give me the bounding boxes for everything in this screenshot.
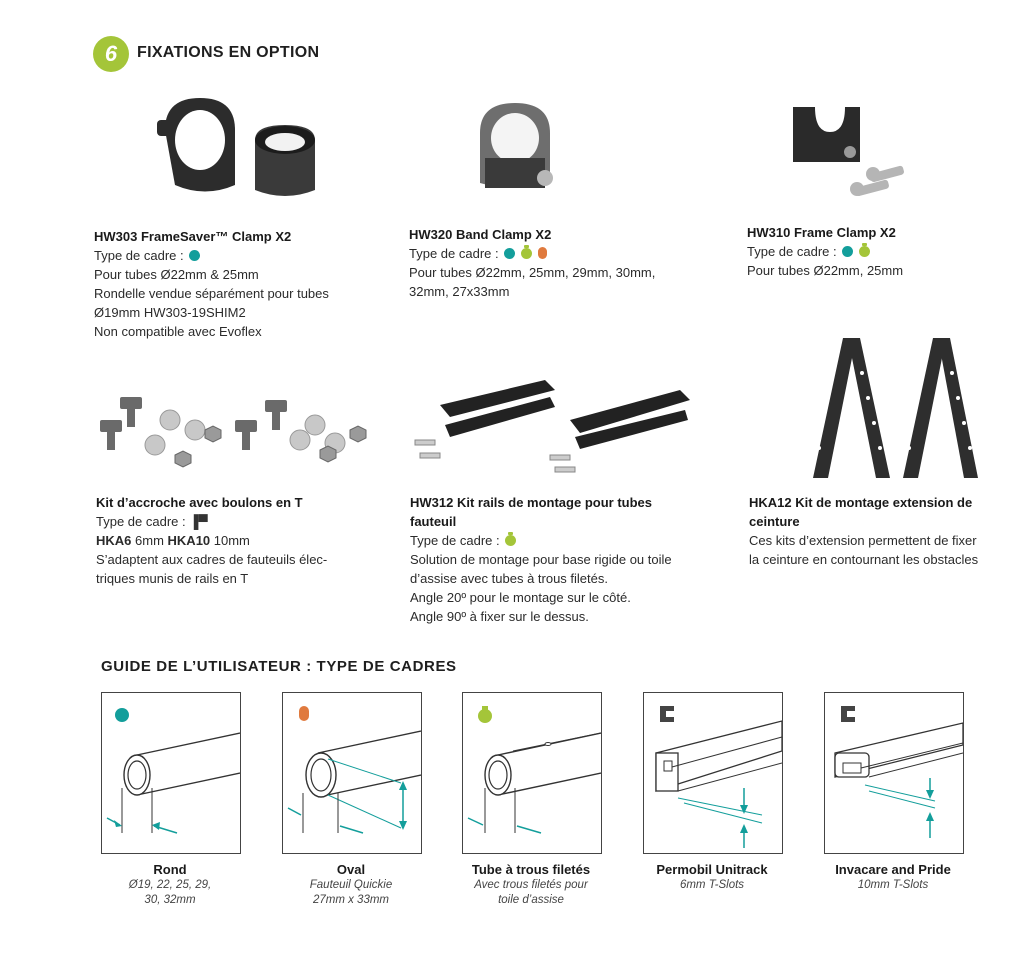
product-name: HW310 Frame Clamp X2 — [747, 225, 896, 240]
frame-type-row: Type de cadre : — [410, 531, 730, 550]
rond-icon — [504, 248, 515, 259]
product-line: Pour tubes Ø22mm & 25mm — [94, 267, 259, 282]
product-spec: HKA6 6mm HKA10 10mm — [96, 533, 250, 548]
product-line: 32mm, 27x33mm — [409, 284, 510, 299]
c-shape-icon — [841, 706, 855, 722]
product-line: S’adaptent aux cadres de fauteuils élec- — [96, 552, 328, 567]
frame-card-rond — [101, 692, 241, 854]
orange-oval-icon — [299, 706, 309, 721]
product-hw303 — [94, 227, 394, 341]
belt-extension-kit-image — [808, 333, 983, 483]
frame-card-oval — [282, 692, 422, 854]
round-tube-diagram — [102, 693, 240, 853]
oval-icon — [538, 247, 547, 259]
rond-icon — [189, 250, 200, 261]
frame-card-invacare — [824, 692, 964, 854]
permobil-rail-diagram — [644, 693, 782, 853]
product-line: Angle 20º pour le montage sur le côté. — [410, 590, 631, 605]
product-name: Kit d’accroche avec boulons en T — [96, 495, 303, 510]
product-name-line: ceinture — [749, 514, 800, 529]
product-name: HW303 FrameSaver™ Clamp X2 — [94, 229, 292, 244]
product-name-line: HKA12 Kit de montage extension de — [749, 495, 973, 510]
product-t-bolt-kit — [96, 493, 386, 588]
frame-clamp-image — [785, 92, 915, 202]
frame-caption-invacare: Invacare and Pride 10mm T-Slots — [835, 862, 951, 891]
frame-card-permobil — [643, 692, 783, 854]
frame-caption-tube-threaded: Tube à trous filetés Avec trous filetés pour toile d’assise — [471, 862, 591, 906]
product-line: Solution de montage pour base rigide ou toile — [410, 552, 672, 567]
lime-circle-tab-icon — [478, 709, 492, 723]
product-hw320 — [409, 225, 709, 301]
frame-type-row: Type de cadre : — [747, 242, 1017, 261]
tube-icon — [505, 535, 516, 546]
band-clamp-image — [465, 98, 575, 203]
product-line: Angle 90º à fixer sur le dessus. — [410, 609, 589, 624]
framesaver-clamp-image — [145, 90, 345, 205]
product-hw310 — [747, 223, 1017, 280]
frame-type-row: Type de cadre : — [94, 246, 394, 265]
product-line: la ceinture en contournant les obstacles — [749, 552, 979, 567]
invacare-rail-diagram — [825, 693, 963, 853]
product-line: triques munis de rails en T — [96, 571, 249, 586]
product-line: Ø19mm HW303-19SHIM2 — [94, 305, 246, 320]
product-hw312 — [410, 493, 730, 626]
frame-caption-oval: Oval Fauteuil Quickie 27mm x 33mm — [309, 862, 393, 906]
oval-tube-diagram — [283, 693, 421, 853]
product-name: HW320 Band Clamp X2 — [409, 227, 552, 242]
product-line: Pour tubes Ø22mm, 25mm, 29mm, 30mm, — [409, 265, 656, 280]
threaded-tube-diagram — [463, 693, 601, 853]
teal-circle-icon — [115, 708, 129, 722]
frame-card-tube-threaded — [462, 692, 602, 854]
product-line: Ces kits d’extension permettent de fixer — [749, 533, 977, 548]
frame-caption-rond: Rond Ø19, 22, 25, 29, 30, 32mm — [128, 862, 212, 906]
frame-type-row: Type de cadre : — [409, 244, 709, 263]
guide-title: GUIDE DE L’UTILISATEUR : TYPE DE CADRES — [101, 658, 457, 675]
frame-caption-permobil: Permobil Unitrack 6mm T-Slots — [656, 862, 768, 891]
tube-icon — [521, 248, 532, 259]
product-name-line: HW312 Kit rails de montage pour tubes — [410, 495, 652, 510]
rond-icon — [842, 246, 853, 257]
t-slot-icon: ▐▀ — [189, 514, 208, 529]
c-shape-icon — [660, 706, 674, 722]
mounting-rails-kit-image — [410, 375, 695, 480]
section-title: FIXATIONS EN OPTION — [137, 44, 320, 61]
product-hka12 — [749, 493, 1019, 569]
product-name-line: fauteuil — [410, 514, 457, 529]
product-line: Non compatible avec Evoflex — [94, 324, 262, 339]
section-number-badge: 6 — [93, 36, 129, 72]
t-bolt-kit-image — [80, 385, 375, 475]
tube-icon — [859, 246, 870, 257]
product-line: d’assise avec tubes à trous filetés. — [410, 571, 608, 586]
product-line: Rondelle vendue séparément pour tubes — [94, 286, 329, 301]
product-line: Pour tubes Ø22mm, 25mm — [747, 263, 904, 278]
frame-type-row: Type de cadre : ▐▀ — [96, 514, 208, 529]
